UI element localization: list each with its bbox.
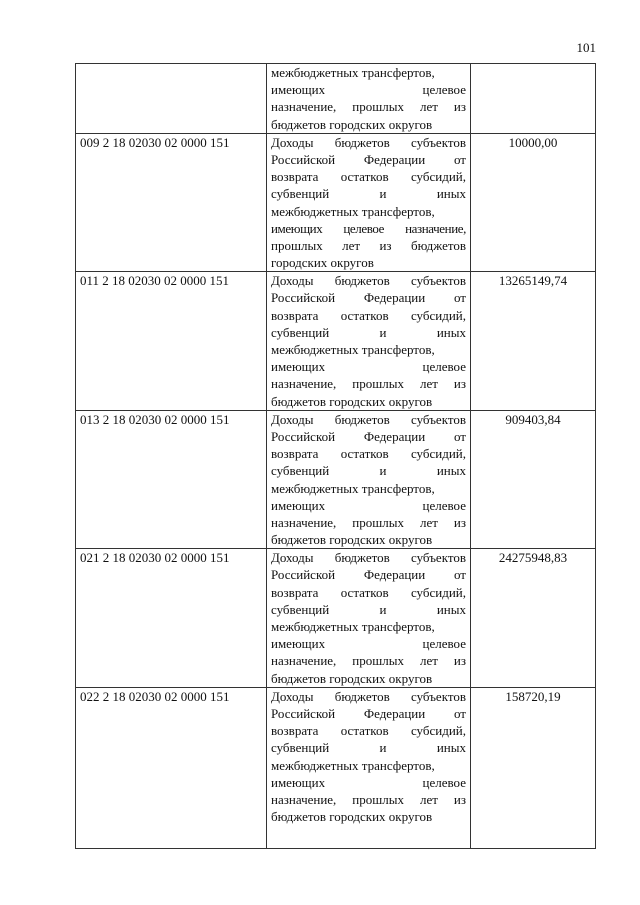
table-row [76,272,596,411]
description-cell [267,64,471,134]
description-line: возврата остатков субсидий, [271,169,466,185]
description-line: Доходы бюджетов субъектов [271,550,466,566]
description-line: Российской Федерации от [271,151,466,167]
amount-cell: 158720,19 [471,687,596,849]
amount-cell: 909403,84 [471,410,596,549]
table-row [76,64,596,134]
description-line: имеющих целевое [271,497,466,513]
description-line: Доходы бюджетов субъектов [271,134,466,150]
description-line: субвенций и иных [271,324,466,340]
description-cell [267,410,471,549]
description-cell [267,272,471,411]
description-line: межбюджетных трансфертов, [271,342,435,357]
table-row [76,133,596,272]
description-line: субвенций и иных [271,463,466,479]
budget-code-cell: 013 2 18 02030 02 0000 151 [76,410,267,549]
table-row [76,549,596,688]
description-line: Российской Федерации от [271,290,466,306]
description-line: субвенций и иных [271,601,466,617]
amount-cell [471,64,596,134]
budget-revenue-table [75,63,596,849]
description-line: имеющих целевое [271,359,466,375]
budget-code-cell: 009 2 18 02030 02 0000 151 [76,133,267,272]
description-line: межбюджетных трансфертов, [271,480,435,496]
description-line: городских округов [271,255,374,271]
description-line: бюджетов городских округов [271,393,433,409]
description-line: Доходы бюджетов субъектов [271,273,466,289]
description-line: бюджетов городских округов [271,116,433,132]
description-line: возврата остатков субсидий, [271,446,466,462]
description-line: субвенций и иных [271,740,466,756]
table-row [76,687,596,849]
description-line: назначение, прошлых лет из [271,376,466,392]
budget-code-cell: 011 2 18 02030 02 0000 151 [76,272,267,411]
description-line: бюджетов городских округов [271,532,433,548]
description-line: субвенций и иных [271,186,466,202]
description-line: прошлых лет из бюджетов [271,237,466,253]
description-line: возврата остатков субсидий, [271,584,466,600]
description-line: Российской Федерации от [271,705,466,721]
amount-cell: 10000,00 [471,133,596,272]
budget-code-cell [76,64,267,134]
description-line: назначение, прошлых лет из [271,99,466,115]
description-line: межбюджетных трансфертов, [271,619,435,634]
description-line: Доходы бюджетов субъектов [271,411,466,427]
budget-code-cell: 022 2 18 02030 02 0000 151 [76,687,267,849]
description-line: Российской Федерации от [271,428,466,444]
table-row [76,410,596,549]
description-cell [267,133,471,272]
description-cell [267,549,471,688]
description-line: имеющих целевое [271,82,466,98]
description-line: Доходы бюджетов субъектов [271,688,466,704]
description-line: имеющих целевое назначение, [271,220,466,236]
amount-cell: 13265149,74 [471,272,596,411]
description-line: межбюджетных трансфертов, [271,65,435,80]
description-line: назначение, прошлых лет из [271,653,466,669]
description-line: назначение, прошлых лет из [271,514,466,530]
amount-cell: 24275948,83 [471,549,596,688]
description-line: бюджетов городских округов [271,670,433,686]
description-line: бюджетов городских округов [271,809,433,825]
description-line: возврата остатков субсидий, [271,307,466,323]
description-line: имеющих целевое [271,636,466,652]
description-line: межбюджетных трансфертов, [271,203,435,219]
description-cell [267,687,471,849]
description-line: возврата остатков субсидий, [271,723,466,739]
page-number: 101 [576,40,596,55]
description-line: Российской Федерации от [271,567,466,583]
description-line: имеющих целевое [271,774,466,790]
description-line: межбюджетных трансфертов, [271,757,435,773]
description-line: назначение, прошлых лет из [271,791,466,807]
budget-code-cell: 021 2 18 02030 02 0000 151 [76,549,267,688]
